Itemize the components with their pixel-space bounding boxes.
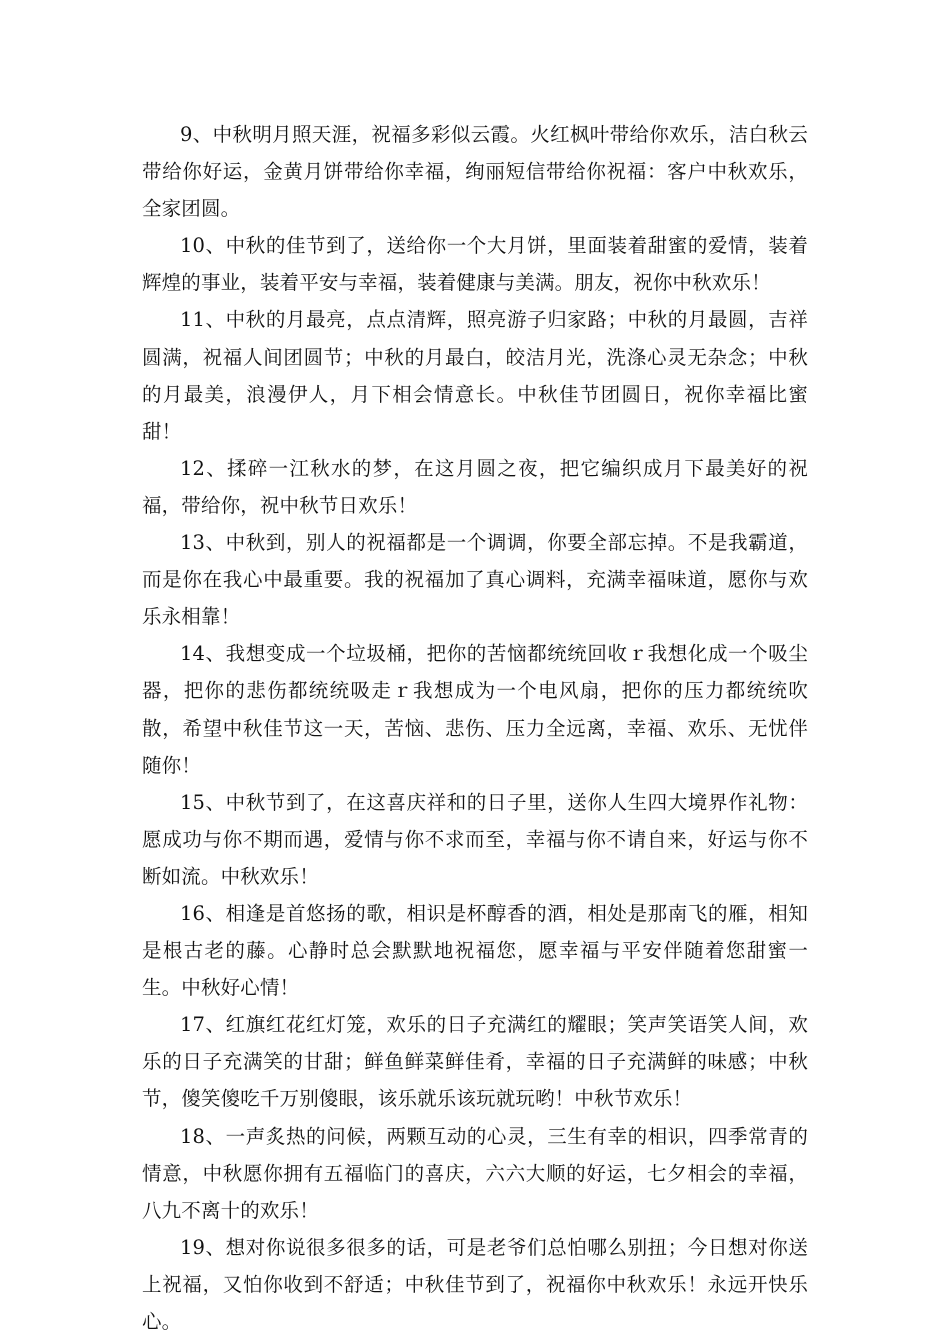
paragraph-15: 15、中秋节到了，在这喜庆祥和的日子里，送你人生四大境界作礼物：愿成功与你不期而遇，爱情与你不求而至，幸福与你不请自来，好运与你不断如流。中秋欢乐！ xyxy=(142,790,808,888)
paragraph-19: 19、想对你说很多很多的话，可是老爷们总怕哪么别扭；今日想对你送上祝福，又怕你收到不舒适；中秋佳节到了，祝福你中秋欢乐！永远开快乐心。 xyxy=(142,1235,808,1333)
paragraph-14: 14、我想变成一个垃圾桶，把你的苦恼都统统回收ｒ我想化成一个吸尘器，把你的悲伤都统统吸走ｒ我想成为一个电风扇，把你的压力都统统吹散，希望中秋佳节这一天，苦恼、悲伤、压力全远离，幸福、欢乐、无忧伴随你！ xyxy=(142,642,808,777)
paragraph-12: 12、揉碎一江秋水的梦，在这月圆之夜，把它编织成月下最美好的祝福，带给你，祝中秋节日欢乐！ xyxy=(142,456,808,517)
paragraph-9: 9、中秋明月照天涯，祝福多彩似云霞。火红枫叶带给你欢乐，洁白秋云带给你好运，金黄月饼带给你幸福，绚丽短信带给你祝福：客户中秋欢乐，全家团圆。 xyxy=(142,123,808,221)
document-body xyxy=(142,116,808,1340)
paragraph-16: 16、相逢是首悠扬的歌，相识是杯醇香的酒，相处是那南飞的雁，相知是根古老的藤。心静时总会默默地祝福您，愿幸福与平安伴随着您甜蜜一生。中秋好心情！ xyxy=(142,901,808,1000)
paragraph-18: 18、一声炙热的问候，两颗互动的心灵，三生有幸的相识，四季常青的情意，中秋愿你拥有五福临门的喜庆，六六大顺的好运，七夕相会的幸福，八九不离十的欢乐！ xyxy=(142,1124,808,1222)
paragraph-11: 11、中秋的月最亮，点点清辉，照亮游子归家路；中秋的月最圆，吉祥圆满，祝福人间团圆节；中秋的月最白，皎洁月光，洗涤心灵无杂念；中秋的月最美，浪漫伊人，月下相会情意长。中秋佳节团圆日，祝你幸福比蜜甜！ xyxy=(142,308,808,443)
paragraph-13: 13、中秋到，别人的祝福都是一个调调，你要全部忘掉。不是我霸道，而是你在我心中最重要。我的祝福加了真心调料，充满幸福味道，愿你与欢乐永相靠！ xyxy=(142,531,808,629)
paragraph-10: 10、中秋的佳节到了，送给你一个大月饼，里面装着甜蜜的爱情，装着辉煌的事业，装着平安与幸福，装着健康与美满。朋友，祝你中秋欢乐！ xyxy=(142,234,808,295)
paragraph-17: 17、红旗红花红灯笼，欢乐的日子充满红的耀眼；笑声笑语笑人间，欢乐的日子充满笑的甘甜；鲜鱼鲜菜鲜佳肴，幸福的日子充满鲜的味感；中秋节，傻笑傻吃千万别傻眼，该乐就乐该玩就玩哟！中秋节欢乐！ xyxy=(142,1013,808,1111)
